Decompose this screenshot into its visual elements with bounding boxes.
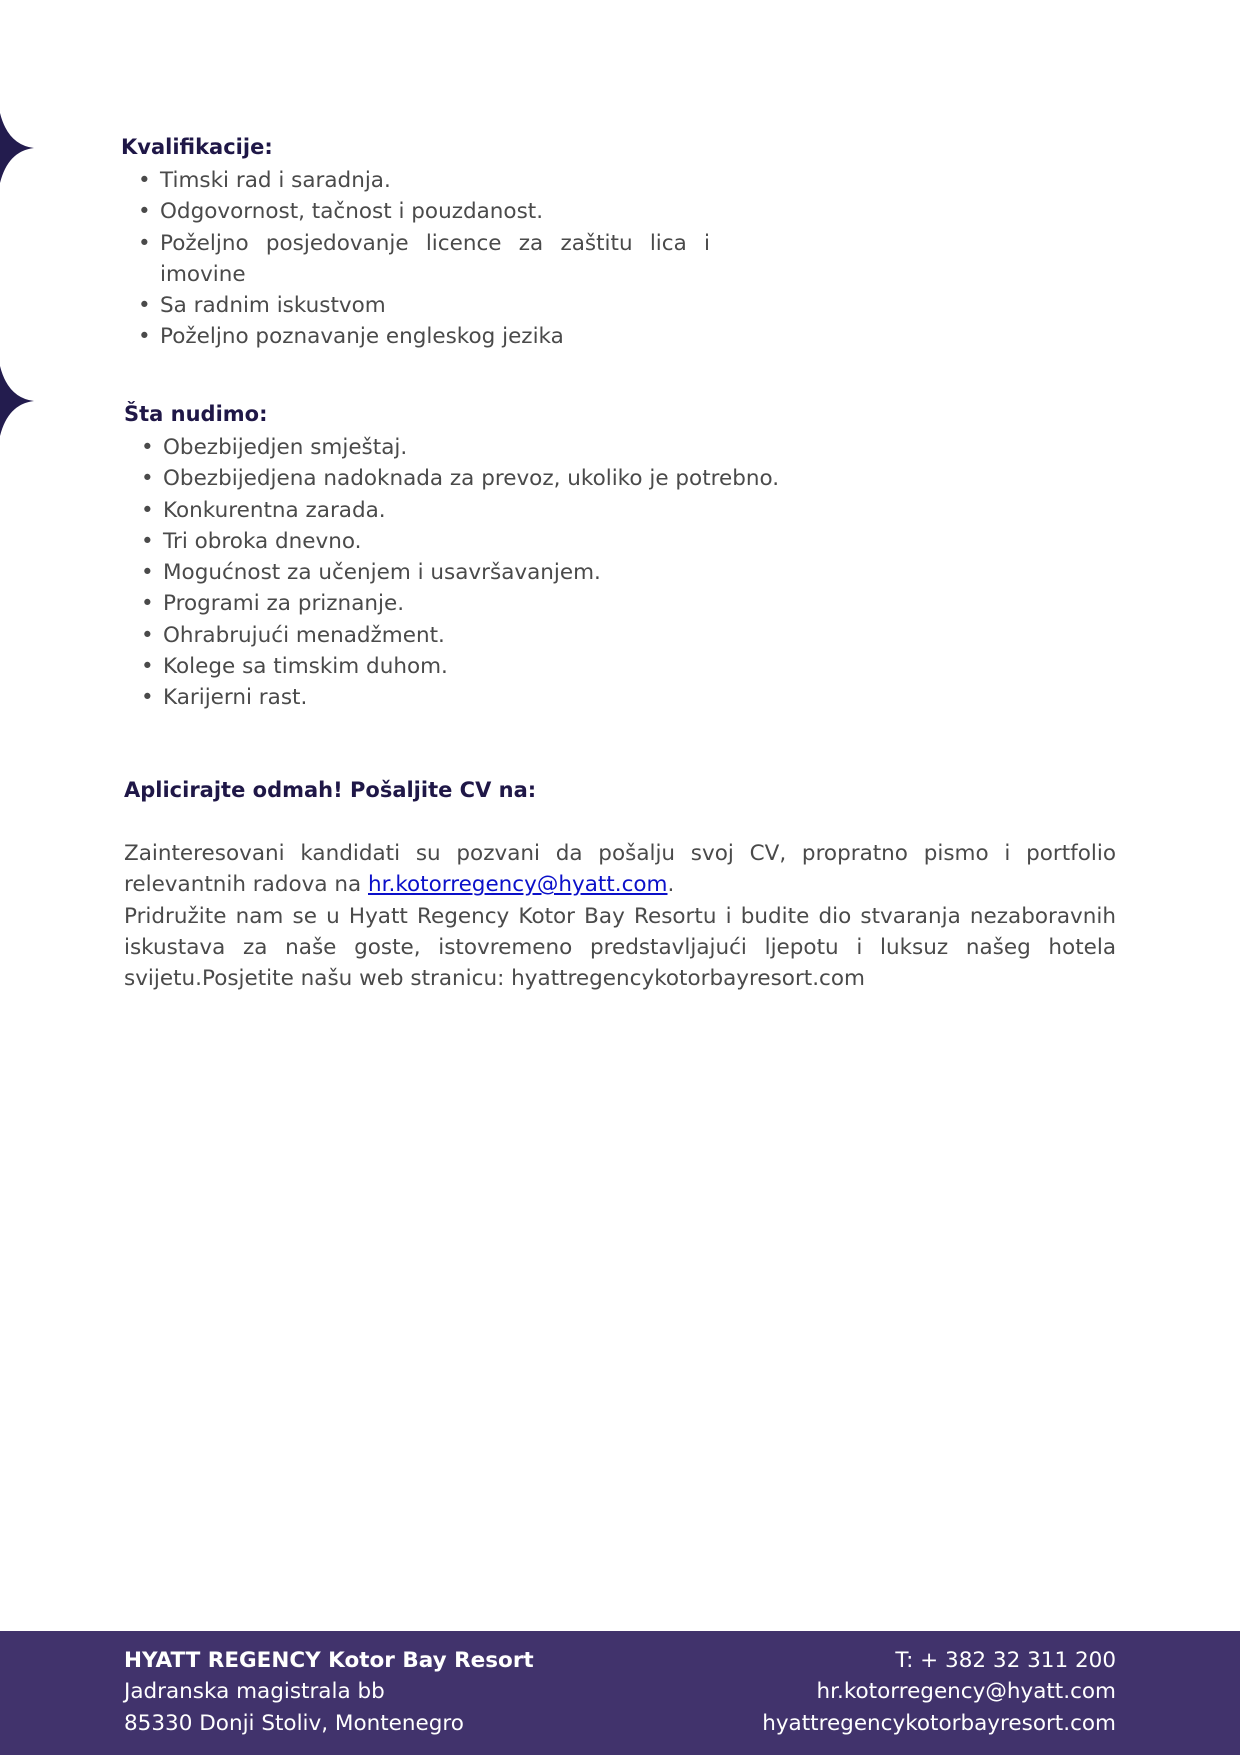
offer-list <box>141 432 1041 714</box>
list-item: • Kolege sa timskim duhom. <box>141 651 1041 682</box>
list-item: • Obezbijedjen smještaj. <box>141 432 1041 463</box>
apply-text <box>124 838 1116 994</box>
qualifications-list <box>138 165 710 353</box>
decorative-star-shape <box>0 366 34 436</box>
footer-address <box>124 1645 534 1739</box>
list-item: • Timski rad i saradnja. <box>138 165 710 196</box>
qualifications-title: Kvalifikacije: <box>121 135 273 159</box>
footer-address-line: 85330 Donji Stoliv, Montenegro <box>124 1710 464 1736</box>
apply-title: Aplicirajte odmah! Pošaljite CV na: <box>124 778 537 802</box>
list-item: • Odgovornost, tačnost i pouzdanost. <box>138 196 710 227</box>
apply-paragraph-end: . <box>667 872 675 898</box>
list-item: • Mogućnost za učenjem i usavršavanjem. <box>141 557 1041 588</box>
list-item: • Obezbijedjena nadoknada za prevoz, ukoliko je potrebno. <box>141 463 1041 494</box>
list-item: • Programi za priznanje. <box>141 588 1041 619</box>
apply-paragraph-text: Zainteresovani kandidati su pozvani da pošalju svoj CV, propratno pismo i portfolio relevantnih radova na <box>124 841 1116 898</box>
decorative-star-shape <box>0 113 34 183</box>
footer-website: hyattregencykotorbayresort.com <box>762 1710 1116 1736</box>
footer-address-line: Jadranska magistrala bb <box>124 1679 385 1705</box>
list-item: • Ohrabrujući menadžment. <box>141 620 1041 651</box>
list-item: • Karijerni rast. <box>141 682 1041 713</box>
offer-title: Šta nudimo: <box>124 402 268 426</box>
invitation-paragraph: Pridružite nam se u Hyatt Regency Kotor Bay Resortu i budite dio stvaranja nezaboravnih iskustava za naše goste, istovremeno predstavljajući ljepotu i luksuz našeg hotela svijetu.Posjetite našu web stranicu: hyattregencykotorbayresort.com <box>124 903 1116 992</box>
footer-phone: T: + 382 32 311 200 <box>895 1648 1116 1673</box>
footer <box>0 1631 1240 1755</box>
apply-paragraph <box>124 838 1116 901</box>
list-item: • Poželjno posjedovanje licence za zaštitu lica i imovine <box>138 228 710 291</box>
list-item: • Sa radnim iskustvom <box>138 290 710 321</box>
footer-contact <box>762 1645 1116 1739</box>
list-item: • Poželjno poznavanje engleskog jezika <box>138 321 710 352</box>
email-link[interactable]: hr.kotorregency@hyatt.com <box>368 872 668 898</box>
footer-brand: HYATT REGENCY Kotor Bay Resort <box>124 1648 534 1673</box>
list-item: • Tri obroka dnevno. <box>141 526 1041 557</box>
list-item: • Konkurentna zarada. <box>141 495 1041 526</box>
footer-email: hr.kotorregency@hyatt.com <box>816 1679 1116 1705</box>
